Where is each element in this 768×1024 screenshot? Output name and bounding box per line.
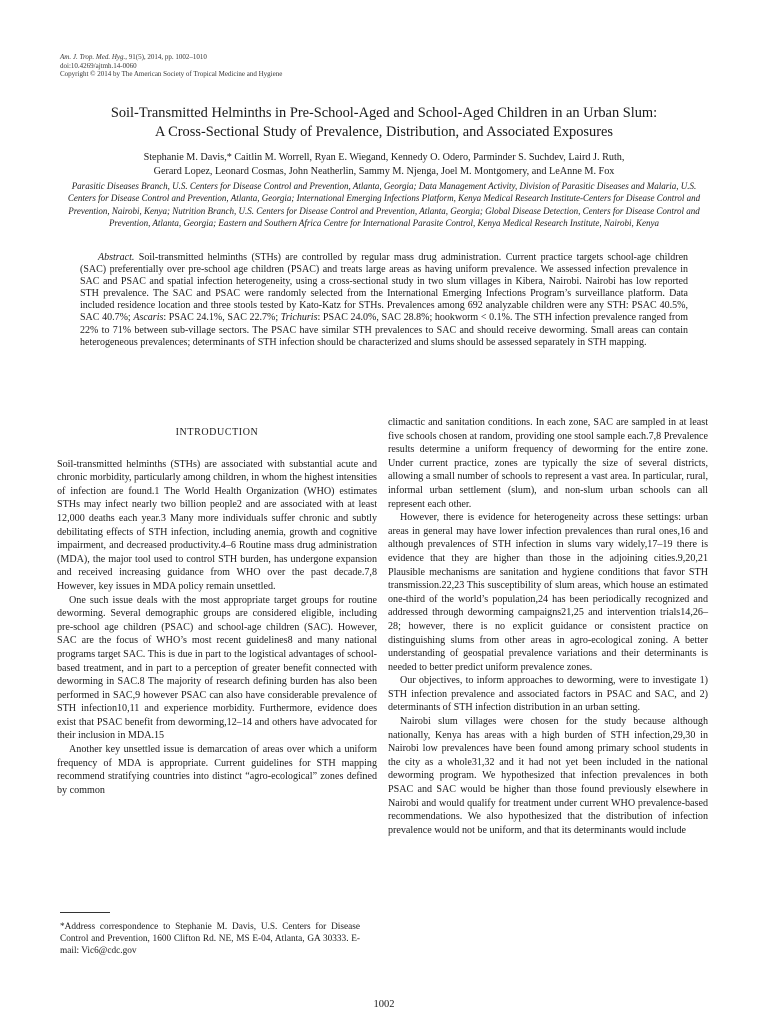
abstract-label: Abstract. — [98, 252, 135, 263]
author-list — [60, 151, 708, 179]
intro-paragraph: Another key unsettled issue is demarcation of areas over which a uniform frequency of MDA is appropriate. Current guidelines for STH mapping recommend stratifying countries into distinct “agro-ecological” zones defined by common — [57, 744, 377, 796]
authors-line-1: Stephanie M. Davis,* Caitlin M. Worrell, Ryan E. Wiegand, Kennedy O. Odero, Parminder S. Suchdev, Laird J. Ruth, — [143, 152, 625, 163]
intro-paragraph: One such issue deals with the most appropriate target groups for routine deworming. Several demographic groups are considered eligible, including pre-school age children (PSAC) and school-age children (SAC). However, SAC are the focus of WHO’s most recent guidelines8 and many national programs target SAC. This is due in part to the logistical advantages of school-based treatment, and in part to a perception of greater benefit connected with deworming in SAC.8 The majority of research defining burden has also been performed in SAC,9 however PSAC can also have considerable prevalence of STH infection10,11 and experience morbidity. Furthermore, evidence does exist that PSAC benefit from deworming,12–14 and others have advocated for their inclusion in MDA.15 — [57, 594, 377, 742]
title-line-1: Soil-Transmitted Helminths in Pre-School-Aged and School-Aged Children in an Urban Slum: — [110, 105, 658, 121]
article-title — [60, 104, 708, 142]
body-paragraph: However, there is evidence for heterogeneity across these settings: urban areas in general may have lower infection prevalences than rural ones,16 and although prevalences of STH infection in slums vary widely,17–19 there is evidence that they are higher than those in the adjoining cities.9,20,21 Plausible mechanisms are sanitation and hygiene conditions that favor STH transmission.22,23 This susceptibility of slum areas, which house an estimated one-third of the world’s population,24 has been periodically recognized and addressed through deworming campaigns21,25 and intervention trials14,26–28; however, there is no explicit guidance or consistent practice on distinguishing slums from other areas in agro-ecological zoning. A better understanding of geospatial prevalence variations and their determinants is needed to better predict uniform prevalence zones. — [388, 512, 708, 673]
page-number: 1002 — [373, 999, 395, 1010]
abstract — [80, 252, 688, 349]
body-paragraph: Our objectives, to inform approaches to deworming, were to investigate 1) STH infection prevalence and associated factors in PSAC and SAC, and 2) determinants of STH infection distribution in an urban setting. — [388, 675, 708, 714]
affiliations: Parasitic Diseases Branch, U.S. Centers for Disease Control and Prevention, Atlanta, Georgia; Data Management Activity, Division of Parasitic Diseases and Malaria, U.S. Centers for Disease Control and Prevention, Atlanta, Georgia; International Emerging Infections Platform, Kenya Medical Research Institute-Centers for Disease Control and Prevention, Nairobi, Kenya; Nutrition Branch, U.S. Centers for Disease Control and Prevention, Atlanta, Georgia; Global Disease Detection, Centers for Disease Control and Prevention, Atlanta, Georgia; Eastern and Southern Africa Centre for International Parasite Control, Kenya Medical Research Institute, Nairobi, Kenya — [67, 181, 701, 228]
volume-pages: , 91(5), 2014, pp. 1002–1010 — [125, 53, 207, 61]
body-paragraph: climactic and sanitation conditions. In each zone, SAC are sampled in at least five schools chosen at random, providing one stool sample each.7,8 Prevalence results determine a uniform frequency of deworming for the entire zone. Under current practice, zones are typically the size of several districts, allowing a small number of schools to represent a vast area. In particular, rural, informal urban settlement (slum), and non-slum urban schools can all represent each other. — [388, 417, 708, 510]
doi: doi:10.4269/ajtmh.14-0060 — [60, 61, 137, 70]
authors-line-2: Gerard Lopez, Leonard Cosmas, John Neatherlin, Sammy M. Njenga, Joel M. Montgomery, and LeAnne M. Fox — [153, 166, 615, 177]
citation-line — [60, 53, 420, 62]
left-column — [57, 426, 377, 797]
journal-name: Am. J. Trop. Med. Hyg. — [60, 53, 126, 61]
footnote-divider — [60, 912, 110, 913]
trichuris-term: Trichuris — [280, 312, 318, 324]
journal-masthead — [60, 53, 420, 79]
copyright: Copyright © 2014 by The American Society of Tropical Medicine and Hygiene — [60, 70, 283, 79]
abstract-text-1: Soil-transmitted helminths (STHs) are controlled by regular mass drug administration. Current practice targets school-age children (SAC) preferentially over pre-school age children (PSAC) and treats large areas as having uniform prevalence. We assessed infection prevalence in SAC and PSAC and spatial infection heterogeneity, using a cross-sectional study in two slum villages in Kibera, Nairobi. Nairobi has low reported STH prevalence. The SAC and PSAC were randomly selected from the International Emerging Infections Program’s surveillance platform. Data included residence location and three stools tested by Kato-Katz for STHs. Prevalences among 692 analyzable children were any STH: PSAC 40.5%, SAC 40.7%; — [80, 252, 689, 324]
correspondence-footnote: *Address correspondence to Stephanie M. Davis, U.S. Centers for Disease Control and Prevention, 1600 Clifton Rd. NE, MS E-04, Atlanta, GA 30333. E-mail: Vic6@cdc.gov — [60, 922, 360, 956]
abstract-text-3: : PSAC 24.0%, SAC 28.8%; hookworm < 0.1%. The STH infection prevalence ranged from 22% to 71% between sub-village sectors. The PSAC have similar STH prevalences to SAC and should receive deworming. Small areas can contain heterogeneous prevalences; determinants of STH infection should be characterized and slums should be assessed separately in STH mapping. — [80, 312, 689, 348]
abstract-text-2: : PSAC 24.1%, SAC 22.7%; — [163, 312, 279, 324]
title-line-2: A Cross-Sectional Study of Prevalence, Distribution, and Associated Exposures — [154, 124, 614, 140]
intro-paragraph: Soil-transmitted helminths (STHs) are associated with substantial acute and chronic morbidity, particularly among children, in whom the highest intensities of infection are found.1 The World Health Organization (WHO) estimates STHs may infect nearly two billion people2 and are associated with at least 12,000 deaths each year.3 Many more individuals suffer chronic and subtly debilitating effects of STH infection, including anemia, growth and cognitive impairment, and decreased productivity.4–6 Routine mass drug administration (MDA), the major tool used to control STH burden, has undergone expansion and received increasing guidance from WHO over the past decade.7,8 However, key issues in MDA policy remain unsettled. — [57, 458, 377, 592]
right-column — [388, 416, 708, 837]
body-paragraph: Nairobi slum villages were chosen for the study because although nationally, Kenya has areas with a high burden of STH infection,29,30 in Nairobi low prevalences have been found among primary school students in the city as a whole31,32 and it had not yet been included in the national deworming program. We hypothesized that infection prevalences in both PSAC and SAC would be higher than those found previously elsewhere in Nairobi and would qualify for treatment under current WHO prevalence-based recommendations. We also hypothesized that the distribution of infection prevalence would not be uniform, and that its determinants would include — [388, 716, 708, 836]
ascaris-term: Ascaris — [133, 312, 164, 324]
section-heading-introduction: INTRODUCTION — [175, 427, 259, 438]
